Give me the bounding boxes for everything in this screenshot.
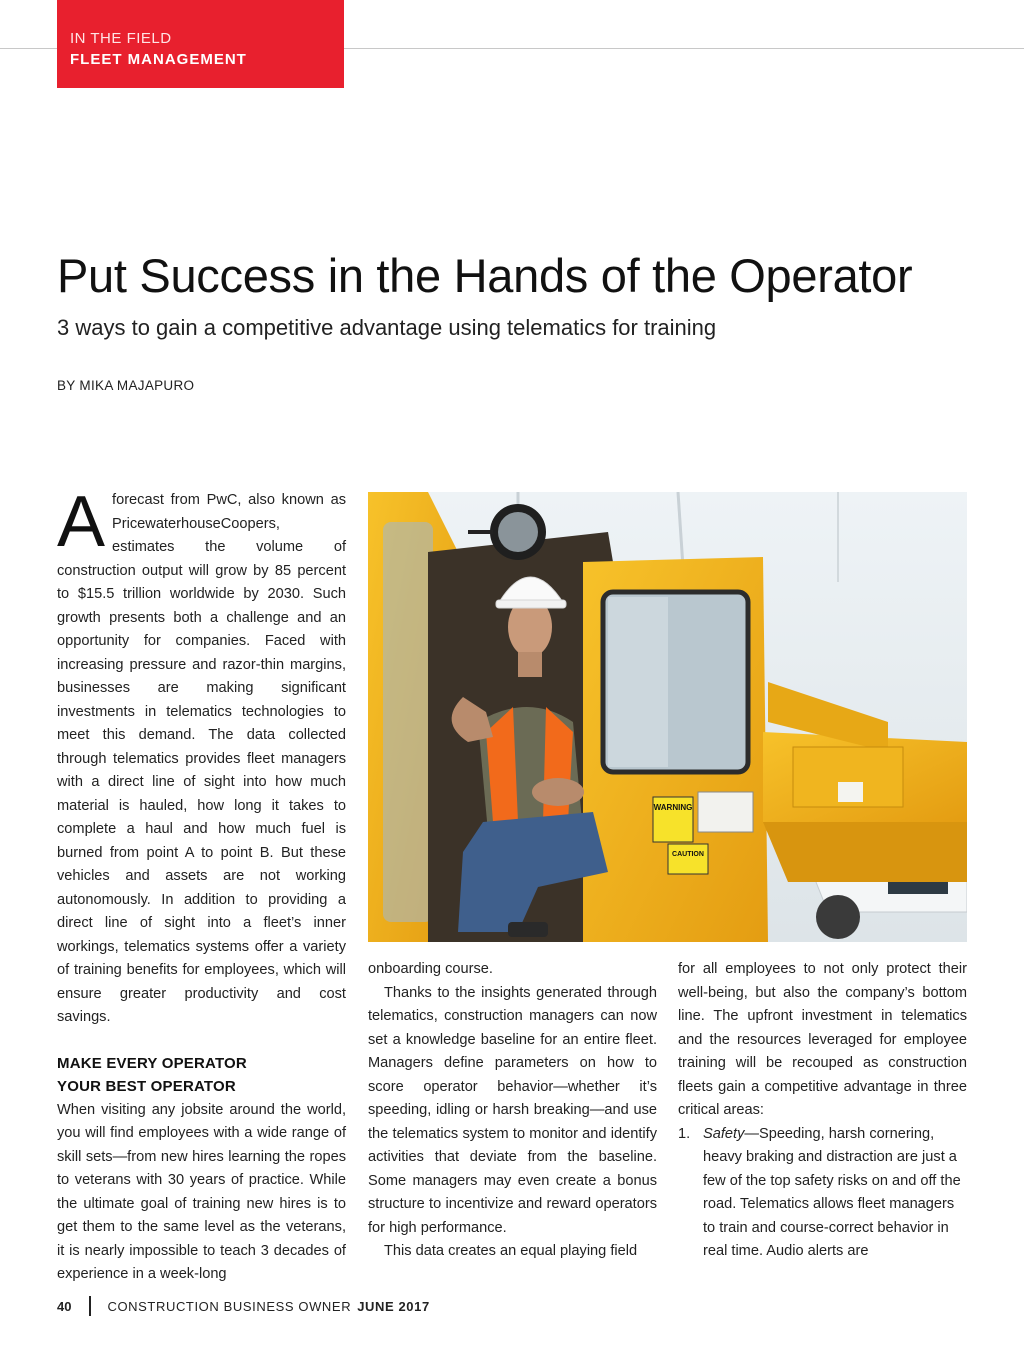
page-footer [57,1296,430,1316]
body-paragraph: Thanks to the insights generated through telematics, construction managers can now set a knowledge baseline for an entire fleet. Managers define parameters on how to score operator behavior—whether it’s speeding, idling or harsh breaking—and use the telematics system to monitor and identify activities that deviate from the baseline. Some managers may even create a bonus structure to incentivize and reward operators for high performance. [368,984,657,1236]
article-photo [368,492,967,942]
body-paragraph: for all employees to not only protect their well-being, but also the company’s bottom line. The upfront investment in telematics and the resources leveraged for employee training will be recouped as construction fleets gain a competitive advantage in three critical areas: [678,961,967,1118]
column-3 [678,958,967,1264]
operator-boot [508,922,548,937]
drop-cap: A [57,482,106,562]
section-topic: FLEET MANAGEMENT [70,51,247,68]
section-tag [57,0,344,88]
caution-sign-text: CAUTION [672,851,704,858]
operator-hand [532,778,584,806]
section-heading [57,1052,346,1099]
window-glare [608,597,668,767]
footer-divider [89,1296,91,1316]
publication-name: CONSTRUCTION BUSINESS OWNER [107,1298,352,1314]
section-category: IN THE FIELD [70,30,172,47]
issue-date: JUNE 2017 [357,1298,430,1314]
intro-paragraph [57,482,346,1030]
byline: BY MIKA MAJAPURO [57,378,195,393]
list-item [678,1123,967,1264]
list-number: 1. [678,1125,691,1142]
page-number: 40 [57,1298,72,1314]
caution-sign [668,844,708,874]
article-subtitle: 3 ways to gain a competitive advantage using telematics for training [57,315,717,340]
boat-window [888,882,948,894]
intro-text: forecast from PwC, also known as PricewaterhouseCoopers, estimates the volume of construction output will grow by 85 percent to $15.5 trillion worldwide by 2030. Such growth presents both a challenge and an opportunity for companies. Faced with increasing pressure and razor-thin margins, businesses are making significant investments in telematics technologies to meet this demand. The data collected through telematics provides fleet managers with a direct line of sight into how much material is hauled, how long it takes to complete a haul and how much fuel is burned from point A to point B. But these vehicles and assets are not working autonomously. In addition to providing a direct line of sight into a fleet’s inner workings, telematics systems offer a variety of training benefits for employees, which will ensure greater productivity and cost savings. [57,492,346,1025]
hard-hat-brim [496,600,566,608]
list-body: —Speeding, harsh cornering, heavy braking and distraction are just a few of the top safety risks on and off the road. Telematics allows fleet managers to train and course-correct behavior in real time. Audio alerts are [703,1125,961,1259]
warning-sign-text: WARNING [653,803,693,812]
machine-base [763,822,967,882]
operator-crane-photo [368,492,967,942]
operator-neck [518,652,542,677]
wheel [816,895,860,939]
section-heading-line-1: MAKE EVERY OPERATOR [57,1054,247,1072]
info-sticker [698,792,753,832]
mirror-glass [498,512,538,552]
section-heading-line-2: YOUR BEST OPERATOR [57,1078,236,1095]
body-paragraph: onboarding course. [368,961,493,977]
column-1 [57,482,346,1287]
body-paragraph: When visiting any jobsite around the world, you will find employees with a wide range of skill sets—from new hires learning the ropes to veterans with 30 years of practice. While the ultimate goal of training new hires is to get them to the same level as the veterans, it is nearly impossible to teach 3 decades of experience in a week-long [57,1101,346,1282]
list-term: Safety [703,1125,745,1142]
label-plate [838,782,863,802]
column-2 [368,958,657,1264]
article-title: Put Success in the Hands of the Operator [57,249,913,302]
list-text [703,1123,967,1264]
body-paragraph: This data creates an equal playing field [384,1243,638,1259]
cab-window-left [383,522,433,922]
